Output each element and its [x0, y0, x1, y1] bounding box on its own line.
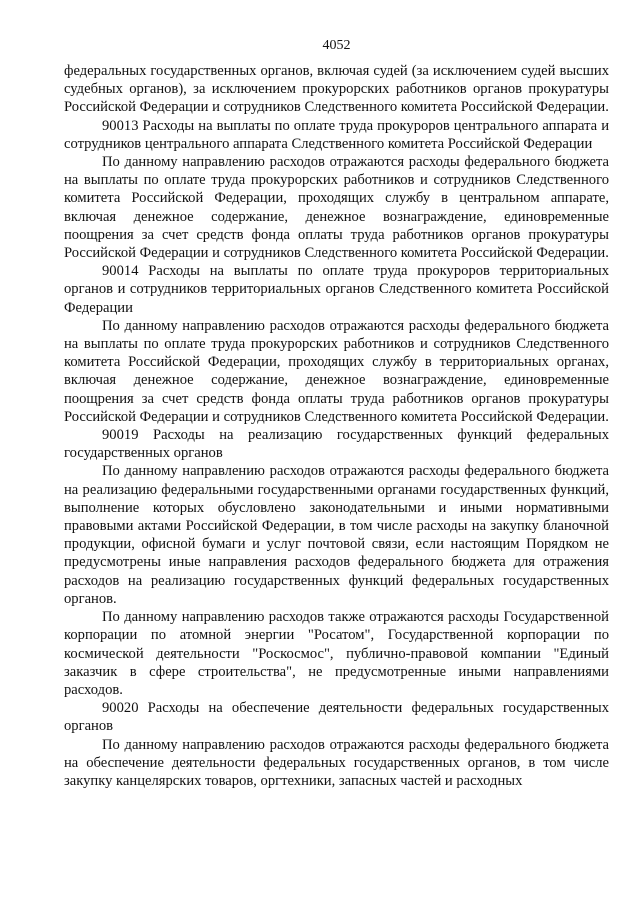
- paragraph-90013-description: По данному направлению расходов отражаются расходы федерального бюджета на выплаты по оплате труда прокурорских работников и сотрудников Следственного комитета Российской Федерации, проходящих службу в центральном аппарате, включая денежное содержание, денежное вознаграждение, единовременные поощрения за счет средств фонда оплаты труда работников органов прокуратуры Российской Федерации и сотрудников Следственного комитета Российской Федерации.: [64, 154, 609, 262]
- section-heading-90020: 90020 Расходы на обеспечение деятельности федеральных государственных органов: [64, 700, 609, 735]
- section-heading-90014: 90014 Расходы на выплаты по оплате труда прокуроров территориальных органов и сотрудников территориальных органов Следственного комитета Российской Федерации: [64, 263, 609, 316]
- section-heading-90019: 90019 Расходы на реализацию государственных функций федеральных государственных органов: [64, 427, 609, 462]
- document-body: [64, 62, 609, 790]
- paragraph-90014-description: По данному направлению расходов отражаются расходы федерального бюджета на выплаты по оплате труда прокурорских работников и сотрудников Следственного комитета Российской Федерации, проходящих службу в территориальных органах, включая денежное содержание, денежное вознаграждение, единовременные поощрения за счет средств фонда оплаты труда работников органов прокуратуры Российской Федерации и сотрудников Следственного комитета Российской Федерации.: [64, 317, 609, 425]
- paragraph-continuation: федеральных государственных органов, включая судей (за исключением судей высших судебных органов), за исключением прокурорских работников органов прокуратуры Российской Федерации и сотрудников Следственного комитета Российской Федерации.: [64, 63, 609, 116]
- paragraph-90019-description: По данному направлению расходов отражаются расходы федерального бюджета на реализацию федеральными государственными органами государственных функций, выполнение которых обусловлено законодательными и иными нормативными правовыми актами Российской Федерации, в том числе расходы на закупку бланочной продукции, офисной бумаги и услуг почтовой связи, если настоящим Порядком не предусмотрены иные направления расходов федерального бюджета для отражения расходов на реализацию государственных функций федеральных государственных органов.: [64, 463, 609, 607]
- paragraph-90019-corporations: По данному направлению расходов также отражаются расходы Государственной корпорации по атомной энергии "Росатом", Государственной корпорации по космической деятельности "Роскосмос", публично-правовой компании "Единый заказчик в сфере строительства", не предусмотренные иными направлениями расходов.: [64, 609, 609, 698]
- page-number: 4052: [322, 38, 351, 53]
- paragraph-90020-description: По данному направлению расходов отражаются расходы федерального бюджета на обеспечение деятельности федеральных государственных органов, в том числе закупку канцелярских товаров, оргтехники, запасных частей и расходных: [64, 736, 609, 789]
- section-heading-90013: 90013 Расходы на выплаты по оплате труда прокуроров центрального аппарата и сотрудников центрального аппарата Следственного комитета Российской Федерации: [64, 117, 609, 152]
